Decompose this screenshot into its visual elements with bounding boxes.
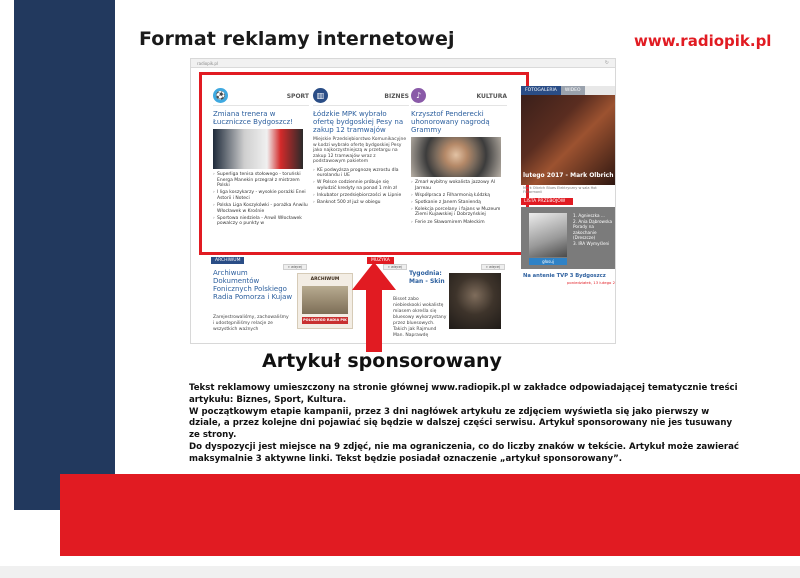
tab-wideo[interactable]: WIDEO (561, 86, 585, 95)
archiwum-image[interactable] (297, 273, 353, 329)
description-paragraph: Do dyspozycji jest miejsce na 9 zdjęć, nie ma ograniczenia, co do liczby znaków w tekście. Artykuł może zawierać maksymalnie 3 aktywne linki. Tekst będzie posiadał oznaczenie „artykuł sponsorowany”. (189, 441, 739, 464)
list-item[interactable]: 3. IRA Wymyśleni (573, 240, 610, 246)
navy-sidebar-bar (14, 0, 115, 510)
list-item[interactable]: 2. Ania Dąbrowska Porady na zakochanie (Dreszcze) (573, 218, 613, 241)
highlight-frame (199, 72, 529, 255)
lista-przebojow-label: LISTA PRZEBOJÓW (521, 198, 573, 205)
site-url: www.radiopik.pl (634, 32, 772, 50)
muzyka-photo[interactable] (449, 273, 501, 329)
list-item[interactable]: › Sportowa niedziela - Anwil Włocławek powalczy o punkty w (213, 216, 309, 227)
kultura-icon: ♪ (411, 88, 426, 103)
list-item[interactable]: › Polska Liga Koszykówki - porażka Anwilu Włocławek w Krośnie (213, 203, 309, 214)
bottom-strip (0, 566, 800, 578)
archiwum-title[interactable]: Archiwum Dokumentów Fonicznych Polskiego Radia Pomorza i Kujaw (213, 269, 293, 301)
archiwum-image-title: ARCHIWUM (310, 277, 340, 282)
column-category: BIZNES (384, 93, 409, 100)
gallery-photo[interactable] (521, 95, 616, 185)
muzyka-tag[interactable]: MUZYKA (367, 257, 394, 264)
article-title[interactable]: Krzysztof Penderecki uhonorowany nagrodą Grammy (411, 110, 490, 134)
more-button[interactable]: » więcej (283, 264, 307, 270)
gallery-tabs (521, 86, 616, 95)
sport-icon: ⚽ (213, 88, 228, 103)
list-item[interactable]: 1. Agnieszka ... (573, 213, 605, 218)
list-item[interactable]: › KE podwyższa prognozę wzrostu dla eurolandu i UE (313, 168, 409, 179)
article-title[interactable]: Łódzkie MPK wybrało ofertę bydgoskiej Pesy na zakup 12 tramwajów (313, 110, 404, 134)
column-category: SPORT (286, 93, 309, 100)
biznes-icon: ▥ (313, 88, 328, 103)
list-item[interactable]: › I liga koszykarzy - wysokie porażki Enei Astorii i Noteci (213, 190, 309, 201)
list-item[interactable]: › Spotkanie z Janem Staniendą (411, 200, 507, 206)
column-category: KULTURA (476, 93, 507, 100)
description-paragraph: Tekst reklamowy umieszczony na stronie głównej www.radiopik.pl w zakładce odpowiadającej tematycznie treści artykułu: Biznes, Sport, Kultura. (189, 383, 738, 405)
list-item[interactable]: › Zmarł wybitny wokalista jazzowy Al Jarreau (411, 180, 507, 191)
tvp-date: poniedziałek, 13 lutego 2 (566, 280, 615, 285)
more-button[interactable]: » więcej (481, 264, 505, 270)
more-button[interactable]: » więcej (383, 264, 407, 270)
list-item[interactable]: › Ferie ze Sławomirem Małeckim (411, 220, 507, 226)
tvp-link[interactable]: Na antenie TVP 3 Bydgoszcz (523, 273, 606, 279)
website-screenshot (190, 58, 616, 344)
address-text: radiopik.pl (197, 61, 219, 66)
photo-caption: lutego 2017 - Mark Olbrich (523, 172, 614, 179)
lista-przebojow (521, 207, 616, 269)
list-item[interactable]: › Inkubator przedsiębiorczości w Lipnie (313, 193, 409, 199)
archiwum-description: Zarejestrowaliśmy, zachowaliśmy i udostępniliśmy relacje ze wszystkich ważnych (213, 315, 289, 332)
list-item[interactable]: › Współpraca z Filharmonią Łódzką (411, 193, 507, 199)
muzyka-text: Bisset zabo niebieskooki wokalistę miasem określa się bluesowy wykorzystany przez bluesowych. Takich jak Rajmund Man. Naprawdę (393, 297, 447, 338)
browser-address-bar (191, 59, 615, 68)
photo-subcaption: Mark Olbrich Blues Elektryczny w sala Hot Filharmonii (523, 186, 597, 194)
list-item[interactable]: › W Polsce codziennie próbuje się wyłudzić kredyty na ponad 1 mln zł (313, 180, 409, 191)
red-footer-band (60, 474, 800, 556)
right-panel (521, 86, 616, 344)
article-lead: Miejskie Przedsiębiorstwo Komunikacyjne w Łodzi wybrało ofertę bydgoskiej Pesy jako najkorzystniejszą w przetargu na zakup 12 tramwajów wraz z podstawowym pakietem (313, 137, 407, 164)
tab-fotogaleria[interactable]: FOTOGALERIA (521, 86, 561, 95)
description-paragraph: W początkowym etapie kampanii, przez 3 dni nagłówek artykułu ze zdjęciem wyświetla się jako pierwszy w dziale, a przez kolejne dni pojawiać się będzie w dalszej części serwisu. Artykuł sponsorowany nie jes tusuwany ze strony. (189, 406, 733, 441)
list-item[interactable]: › Kolekcja porcelany i fajans w Muzeum Ziemi Kujawskiej i Dobrzyńskiej (411, 207, 507, 218)
sponsored-heading: Artykuł sponsorowany (262, 350, 502, 372)
muzyka-title[interactable]: Tygodnia: Man - Skin (409, 270, 445, 285)
archiwum-tag[interactable]: ARCHIWUM (211, 257, 244, 264)
arrow-up-icon (352, 262, 396, 352)
list-item[interactable]: › Banknot 500 zł już w obiegu (313, 200, 409, 206)
article-title[interactable]: Zmiana trenera w Łuczniczce Bydgoszcz! (213, 110, 293, 126)
archiwum-image-band: POLSKIEGO RADIA PiK (303, 318, 347, 322)
reload-icon: ↻ (604, 60, 609, 66)
list-item[interactable]: › Superliga tenisa stołowego - toruński Energa Manekin przegrał z mistrzem Polski (213, 172, 309, 189)
album-cover (529, 213, 567, 257)
vote-button[interactable]: głosuj (529, 258, 567, 265)
description-text (189, 383, 744, 466)
chart-list (573, 213, 616, 247)
page-title: Format reklamy internetowej (139, 28, 455, 50)
building-picture (302, 286, 348, 314)
